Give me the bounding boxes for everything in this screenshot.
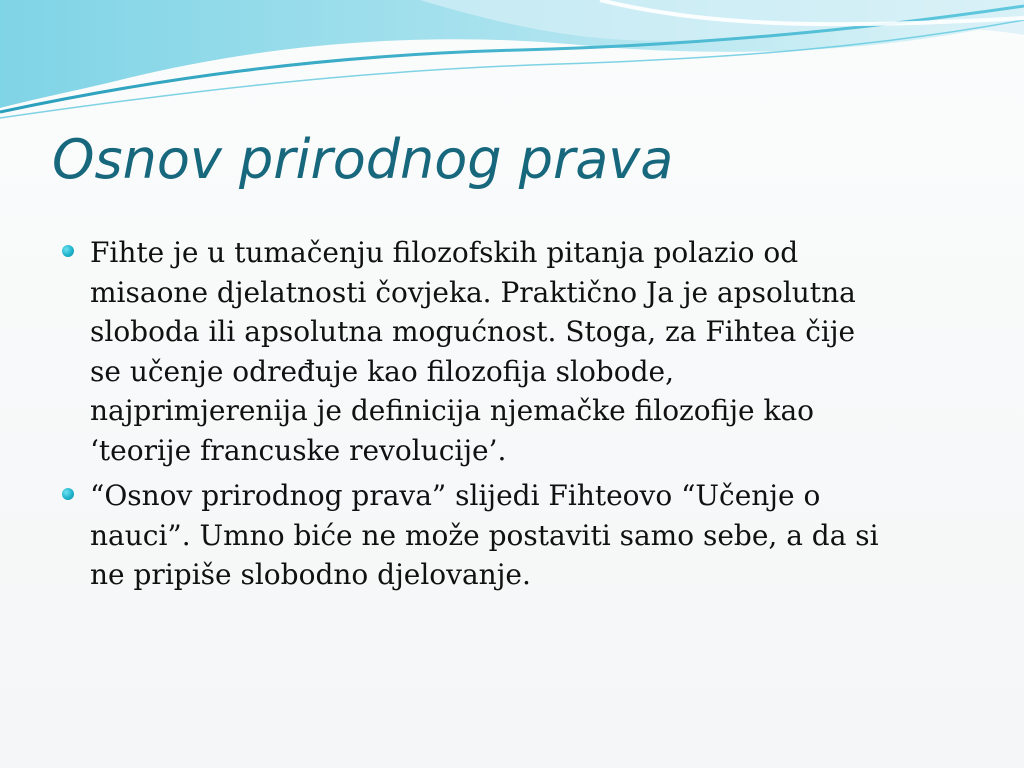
bullet-line: sloboda ili apsolutna mogućnost. Stoga, za Fihtea čije [90, 315, 856, 348]
bullet-line: nauci”. Umno biće ne može postaviti samo sebe, a da si [90, 518, 879, 552]
bullet-dot-icon [62, 245, 74, 257]
bullet-line: Fihte je u tumačenju filozofskih pitanja polazio od [90, 236, 799, 269]
bullet-line: se učenje određuje kao filozofija slobode, [90, 354, 674, 388]
slide-title: Osnov prirodnog prava [52, 128, 674, 191]
bullet-list [60, 233, 960, 601]
bullet-item-2 [60, 476, 960, 595]
bullet-item-1 [60, 233, 960, 470]
bullet-line: “Osnov prirodnog prava” slijedi Fihteovo “Učenje o [90, 479, 821, 512]
bullet-line: ne pripiše slobodno djelovanje. [90, 558, 531, 591]
wave-decoration [0, 0, 1024, 130]
bullet-line: najprimjerenija je definicija njemačke filozofije kao [90, 394, 815, 427]
bullet-dot-icon [62, 488, 74, 500]
bullet-line: ‘teorije francuske revolucije’. [90, 433, 507, 467]
bullet-line: misaone djelatnosti čovjeka. Praktično Ja je apsolutna [90, 275, 856, 309]
